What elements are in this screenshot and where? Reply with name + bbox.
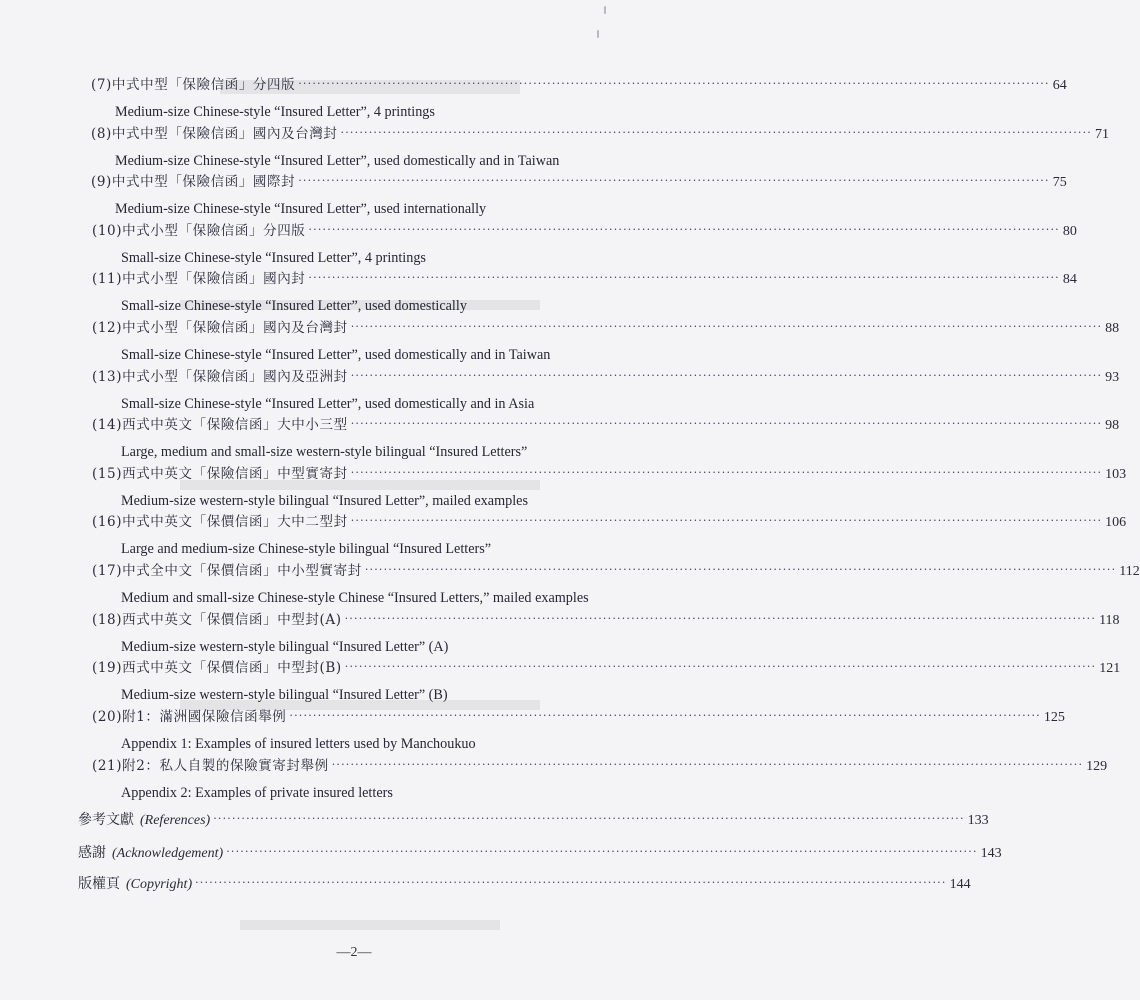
toc-entry-english: Medium-size Chinese-style “Insured Letter”, used internationally <box>115 201 487 217</box>
toc-entry-english: Large, medium and small-size western-style bilingual “Insured Letters” <box>121 444 528 460</box>
toc-page-number: 103 <box>1105 467 1127 482</box>
toc-entry-heading <box>92 318 1120 338</box>
toc-entry-english: Appendix 1: Examples of insured letters used by Manchoukuo <box>121 736 476 752</box>
toc-entry-title: (21)附2：私人自製的保險實寄封舉例 <box>92 758 329 774</box>
toc-entry-heading <box>92 367 1120 387</box>
leader-dots: ································································································································································ <box>350 417 1103 430</box>
leader-dots: ································································································································································ <box>213 812 965 825</box>
toc-entry-heading <box>92 269 1077 289</box>
main-toc-english: (Copyright) <box>126 877 193 892</box>
main-toc-entry <box>78 810 989 830</box>
leader-dots: ································································································································································ <box>350 514 1103 527</box>
leader-dots: ································································································································································ <box>344 612 1097 625</box>
main-toc-title: 版權頁 <box>78 876 120 892</box>
scan-mark <box>604 6 606 14</box>
toc-entry-english: Small-size Chinese-style “Insured Letter”, used domestically <box>121 298 467 314</box>
leader-dots: ································································································································································ <box>308 271 1060 284</box>
toc-page-number: 88 <box>1105 321 1120 336</box>
toc-entry-title: (14)西式中英文「保險信函」大中小三型 <box>92 417 348 433</box>
toc-entry-title: (9)中式中型「保險信函」國際封 <box>91 174 296 190</box>
toc-entry-english: Appendix 2: Examples of private insured letters <box>121 785 393 801</box>
toc-entry-title: (13)中式小型「保險信函」國內及亞洲封 <box>92 369 348 385</box>
toc-page-number: 125 <box>1043 710 1065 725</box>
leader-dots: ································································································································································ <box>298 77 1050 90</box>
toc-entry-heading <box>92 464 1127 484</box>
toc-entry-title: (10)中式小型「保險信函」分四版 <box>92 223 306 239</box>
toc-page-number: 106 <box>1105 515 1127 530</box>
leader-dots: ································································································································································ <box>344 660 1097 673</box>
page-number: —2— <box>336 945 372 960</box>
toc-entry-heading <box>92 561 1140 581</box>
scan-mark <box>597 30 599 38</box>
toc-page-number: 121 <box>1099 661 1121 676</box>
main-toc-entry <box>78 874 971 894</box>
main-toc-english: (Acknowledgement) <box>112 846 224 861</box>
leader-dots: ································································································································································ <box>364 563 1117 576</box>
toc-entry-title: (17)中式全中文「保價信函」中小型實寄封 <box>92 563 362 579</box>
toc-entry-heading <box>91 75 1067 95</box>
toc-page-number: 118 <box>1099 613 1120 628</box>
leader-dots: ································································································································································ <box>340 126 1092 139</box>
toc-entry-english: Small-size Chinese-style “Insured Letter”, used domestically and in Asia <box>121 396 535 412</box>
toc-entry-title: (8)中式中型「保險信函」國內及台灣封 <box>91 126 338 142</box>
toc-entry-english: Small-size Chinese-style “Insured Letter”, 4 printings <box>121 250 426 266</box>
toc-page-number: 64 <box>1052 78 1067 93</box>
leader-dots: ································································································································································ <box>350 466 1103 479</box>
toc-entry-english: Medium and small-size Chinese-style Chinese “Insured Letters,” mailed examples <box>121 590 589 606</box>
toc-page-number: 93 <box>1105 370 1120 385</box>
toc-entry-english: Medium-size western-style bilingual “Insured Letter” (B) <box>121 687 448 703</box>
leader-dots: ································································································································································ <box>195 876 947 889</box>
main-toc-page-number: 143 <box>980 846 1002 861</box>
toc-entry-english: Medium-size western-style bilingual “Insured Letter”, mailed examples <box>121 493 528 509</box>
toc-entry-title: (15)西式中英文「保險信函」中型實寄封 <box>92 466 348 482</box>
toc-entry-title: (11)中式小型「保險信函」國內封 <box>92 271 306 287</box>
toc-entry-heading <box>92 415 1120 435</box>
main-toc-title: 感謝 <box>78 845 106 861</box>
toc-entry-title: (12)中式小型「保險信函」國內及台灣封 <box>92 320 348 336</box>
toc-entry-title: (16)中式中英文「保價信函」大中二型封 <box>92 514 348 530</box>
toc-entry-english: Medium-size Chinese-style “Insured Letter”, used domestically and in Taiwan <box>115 153 560 169</box>
toc-page-number: 98 <box>1105 418 1120 433</box>
leader-dots: ································································································································································ <box>350 369 1103 382</box>
main-toc-english: (References) <box>140 813 211 828</box>
main-toc-title: 參考文獻 <box>78 812 134 828</box>
leader-dots: ································································································································································ <box>289 709 1041 722</box>
toc-entry-heading <box>92 221 1077 241</box>
toc-page-number: 71 <box>1094 127 1109 142</box>
toc-entry-title: (18)西式中英文「保價信函」中型封(A) <box>92 612 342 628</box>
toc-entry-english: Large and medium-size Chinese-style bilingual “Insured Letters” <box>121 541 492 557</box>
main-toc-page-number: 144 <box>949 877 971 892</box>
toc-entry-heading <box>92 756 1108 776</box>
leader-dots: ································································································································································ <box>226 845 978 858</box>
leader-dots: ································································································································································ <box>298 174 1050 187</box>
toc-entry-title: (7)中式中型「保險信函」分四版 <box>91 77 296 93</box>
main-toc-entry <box>78 843 1002 863</box>
toc-page-number: 80 <box>1062 224 1077 239</box>
toc-entry-heading <box>91 124 1109 144</box>
toc-page-number: 112 <box>1119 564 1140 579</box>
toc-page-number: 129 <box>1086 759 1108 774</box>
toc-entry-heading <box>91 172 1067 192</box>
toc-entry-english: Small-size Chinese-style “Insured Letter”, used domestically and in Taiwan <box>121 347 551 363</box>
toc-entry-heading <box>92 610 1120 630</box>
toc-entry-heading <box>92 707 1065 727</box>
toc-entry-english: Medium-size western-style bilingual “Insured Letter” (A) <box>121 639 449 655</box>
toc-page-number: 75 <box>1052 175 1067 190</box>
main-toc-page-number: 133 <box>967 813 989 828</box>
toc-entry-title: (19)西式中英文「保價信函」中型封(B) <box>92 660 342 676</box>
toc-page-number: 84 <box>1062 272 1077 287</box>
toc-entry-heading <box>92 658 1121 678</box>
toc-entry-title: (20)附1：滿洲國保險信函舉例 <box>92 709 287 725</box>
leader-dots: ································································································································································ <box>331 758 1084 771</box>
leader-dots: ································································································································································ <box>350 320 1103 333</box>
toc-entry-english: Medium-size Chinese-style “Insured Letter”, 4 printings <box>115 104 435 120</box>
leader-dots: ································································································································································ <box>308 223 1060 236</box>
toc-entry-heading <box>92 512 1127 532</box>
